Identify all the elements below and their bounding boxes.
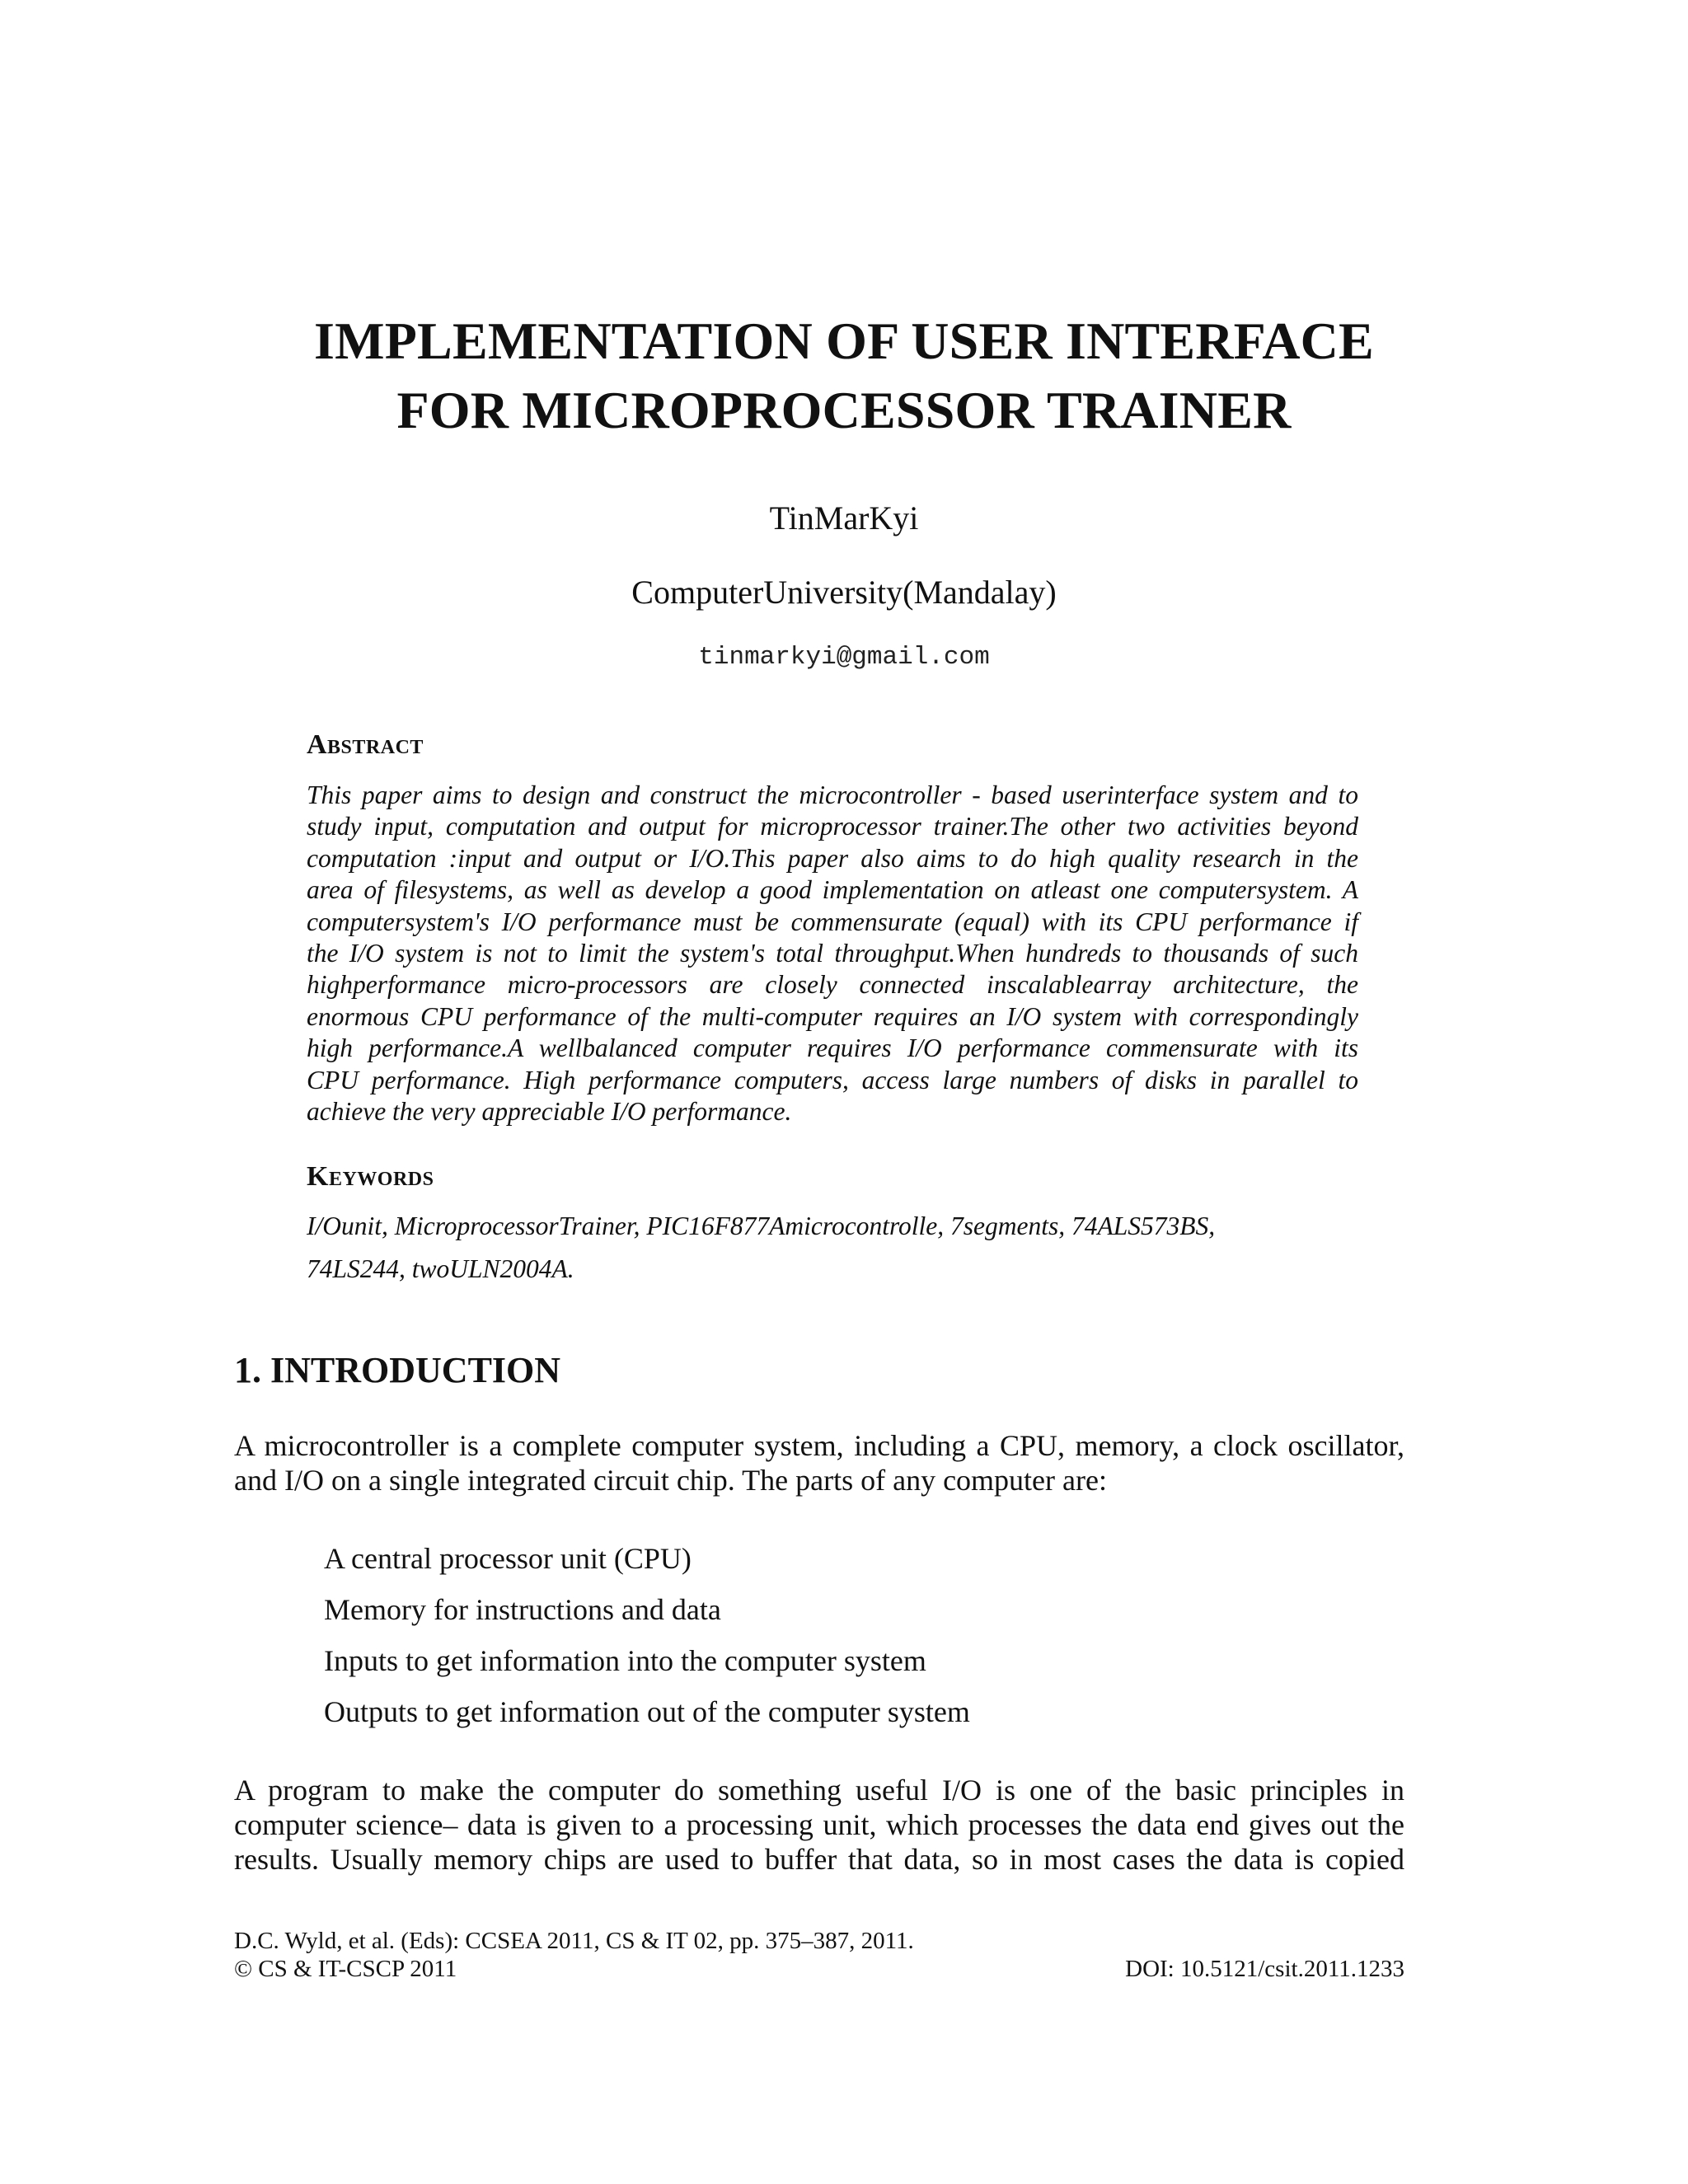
- abstract-line: computersystem's I/O performance must be commensurate (equal) with its CPU performance if: [307, 907, 1358, 936]
- paragraph-line: A microcontroller is a complete computer system, including a CPU, memory, a clock oscillator,: [234, 1429, 1404, 1462]
- abstract-line: This paper aims to design and construct the microcontroller - based userinterface system and to: [307, 780, 1358, 809]
- abstract-heading: Abstract: [307, 729, 424, 760]
- section-heading-introduction: 1. INTRODUCTION: [234, 1350, 561, 1390]
- keywords-line: I/Ounit, MicroprocessorTrainer, PIC16F877Amicrocontrolle, 7segments, 74ALS573BS,: [307, 1212, 1216, 1240]
- abstract-line: study input, computation and output for microprocessor trainer.The other two activities beyond: [307, 812, 1358, 841]
- abstract-line: area of filesystems, as well as develop a good implementation on atleast one computersystem. A: [307, 875, 1358, 905]
- abstract-line: the I/O system is not to limit the system's total throughput.When hundreds to thousands of such: [307, 939, 1358, 968]
- keywords-body: [307, 1205, 1378, 1291]
- intro-paragraph-2: [234, 1773, 1404, 1877]
- abstract-line: achieve the very appreciable I/O performance.: [307, 1097, 792, 1127]
- intro-paragraph-1: [234, 1428, 1404, 1497]
- list-item: A central processor unit (CPU): [324, 1542, 692, 1575]
- paper-title-line: FOR MICROPROCESSOR TRAINER: [396, 381, 1292, 439]
- author-name: TinMarKyi: [769, 499, 919, 537]
- list-item: Outputs to get information out of the computer system: [324, 1695, 970, 1728]
- abstract-line: CPU performance. High performance computers, access large numbers of disks in parallel to: [307, 1065, 1358, 1094]
- footer-copyright: © CS & IT-CSCP 2011: [234, 1956, 457, 1982]
- abstract-line: high performance.A wellbalanced computer requires I/O performance commensurate with its: [307, 1033, 1358, 1063]
- footer-row: [234, 1955, 1404, 1983]
- keywords-heading: Keywords: [307, 1161, 434, 1192]
- computer-parts-list: [324, 1533, 970, 1737]
- keywords-line: 74LS244, twoULN2004A.: [307, 1254, 574, 1283]
- paragraph-line: results. Usually memory chips are used to buffer that data, so in most cases the data is copied: [234, 1843, 1404, 1876]
- footer-doi: DOI: 10.5121/csit.2011.1233: [1125, 1956, 1404, 1982]
- page-footer: [234, 1927, 1404, 1983]
- paragraph-line: and I/O on a single integrated circuit chip. The parts of any computer are:: [234, 1464, 1107, 1497]
- list-item: Memory for instructions and data: [324, 1593, 721, 1626]
- author-email: tinmarkyi@gmail.com: [698, 643, 990, 672]
- paragraph-line: A program to make the computer do something useful I/O is one of the basic principles in: [234, 1774, 1404, 1807]
- abstract-line: enormous CPU performance of the multi-computer requires an I/O system with correspondingly: [307, 1001, 1358, 1031]
- paper-title: [0, 307, 1688, 445]
- abstract-line: highperformance micro-processors are closely connected inscalablearray architecture, the: [307, 970, 1358, 1000]
- author-affiliation: ComputerUniversity(Mandalay): [631, 574, 1057, 611]
- paper-title-line: IMPLEMENTATION OF USER INTERFACE: [314, 312, 1374, 370]
- abstract-line: computation :input and output or I/O.This paper also aims to do high quality research in the: [307, 843, 1358, 873]
- abstract-body: [307, 780, 1358, 1127]
- footer-citation: D.C. Wyld, et al. (Eds): CCSEA 2011, CS & IT 02, pp. 375–387, 2011.: [234, 1928, 914, 1954]
- paragraph-line: computer science– data is given to a processing unit, which processes the data end gives out the: [234, 1808, 1404, 1841]
- list-item: Inputs to get information into the computer system: [324, 1644, 926, 1677]
